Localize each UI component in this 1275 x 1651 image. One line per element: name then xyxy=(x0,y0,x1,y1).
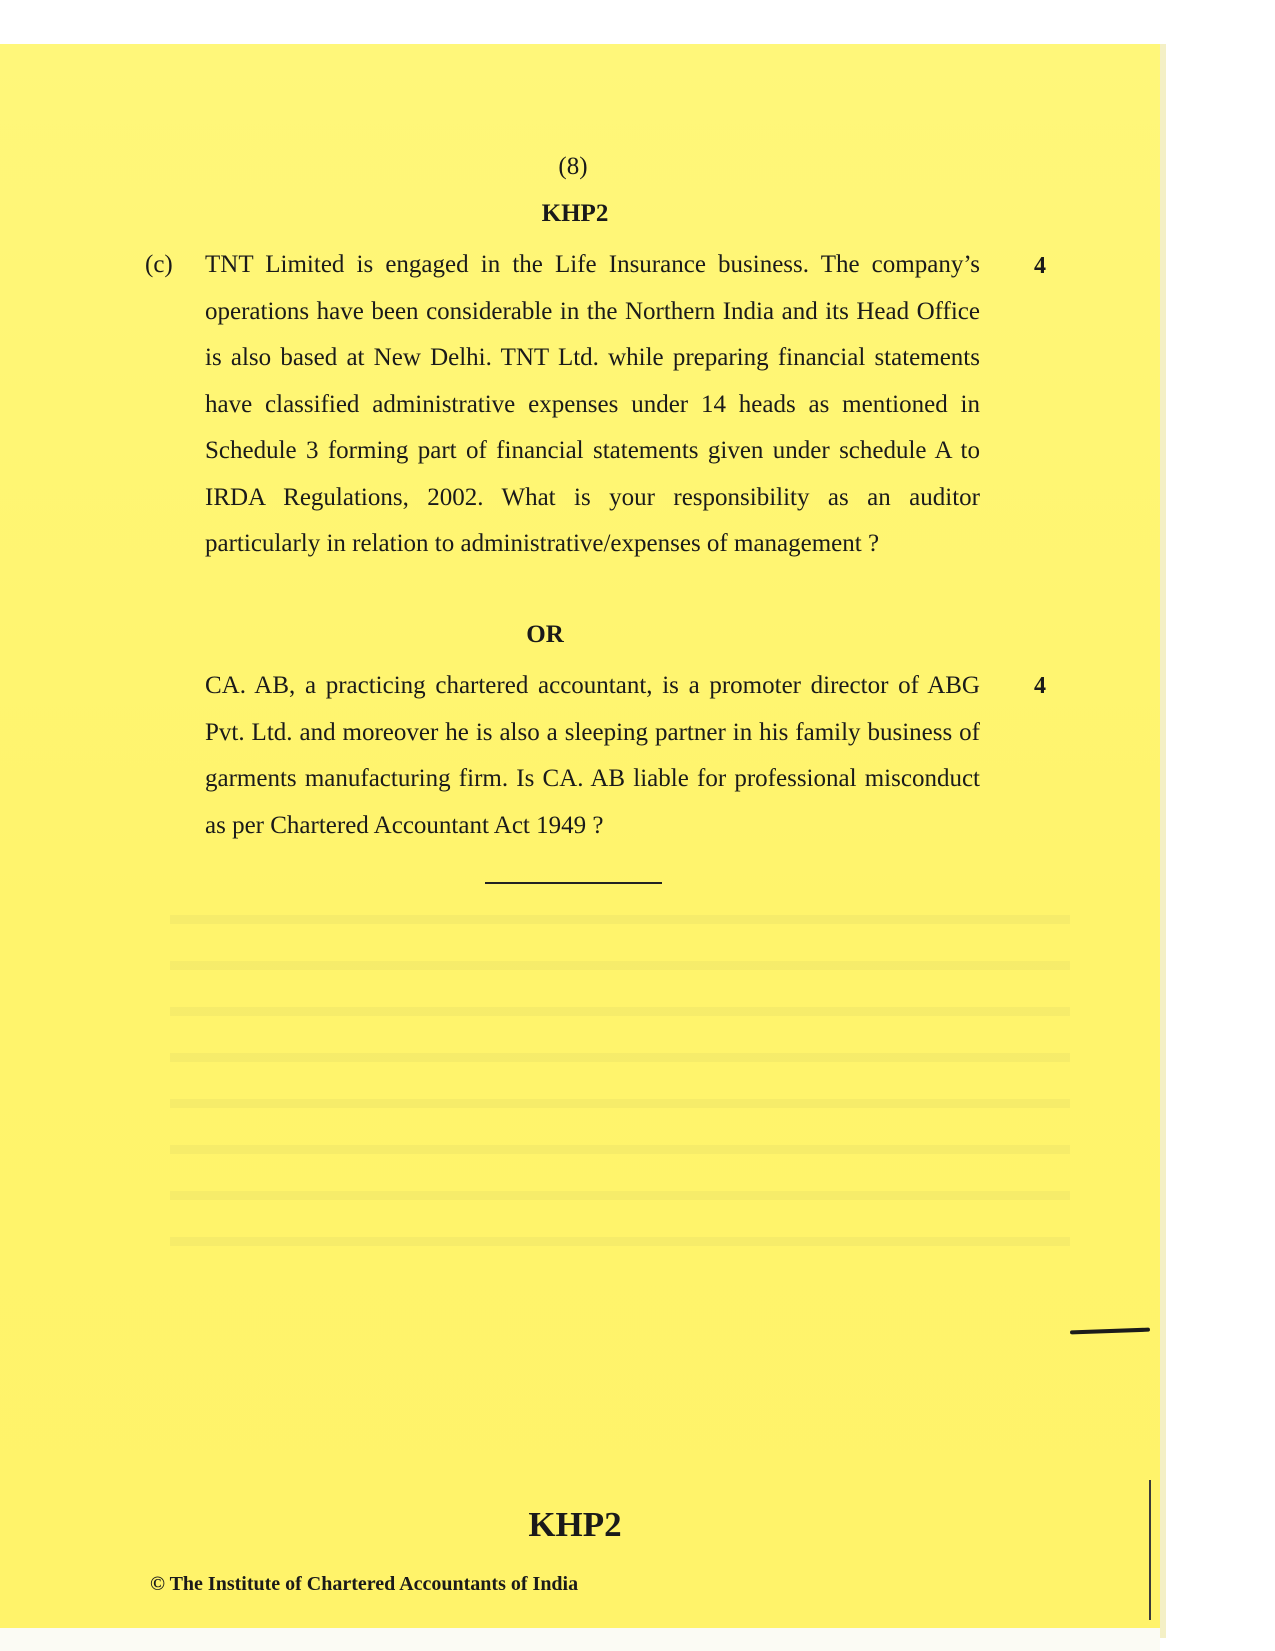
copyright-footer: © The Institute of Chartered Accountants of India xyxy=(150,1573,579,1595)
scan-artifact-line xyxy=(1149,1480,1151,1620)
question-part-1-marks: 4 xyxy=(1034,253,1046,279)
question-part-2-marks: 4 xyxy=(1034,673,1046,699)
paper-edge xyxy=(1160,44,1166,1638)
scan-margin xyxy=(0,1628,1160,1651)
page-number: (8) xyxy=(558,153,588,180)
paper-code-header: KHP2 xyxy=(541,200,609,227)
bleed-through-text xyxy=(170,915,1070,1275)
question-part-1-text: TNT Limited is engaged in the Life Insurance business. The company’s operations have been considerable in the Northern India and its Head Office is also based at New Delhi. TNT Ltd. while preparing financial statements have classified administrative expenses under 14 heads as mentioned in Schedule 3 forming part of financial statements given under schedule A to IRDA Regulations, 2002. What is your responsibility as an auditor particularly in relation to administrative/expenses of management ? xyxy=(205,251,980,557)
paper-code-footer: KHP2 xyxy=(528,1505,622,1544)
end-of-question-rule xyxy=(485,882,662,884)
question-part-2-text: CA. AB, a practicing chartered accountant, is a promoter director of ABG Pvt. Ltd. and moreover he is also a sleeping partner in his family business of garments manufacturing firm. Is CA. AB liable for professional misconduct as per Chartered Accountant Act 1949 ? xyxy=(205,672,980,839)
question-label: (c) xyxy=(145,251,173,278)
or-separator: OR xyxy=(526,621,564,648)
